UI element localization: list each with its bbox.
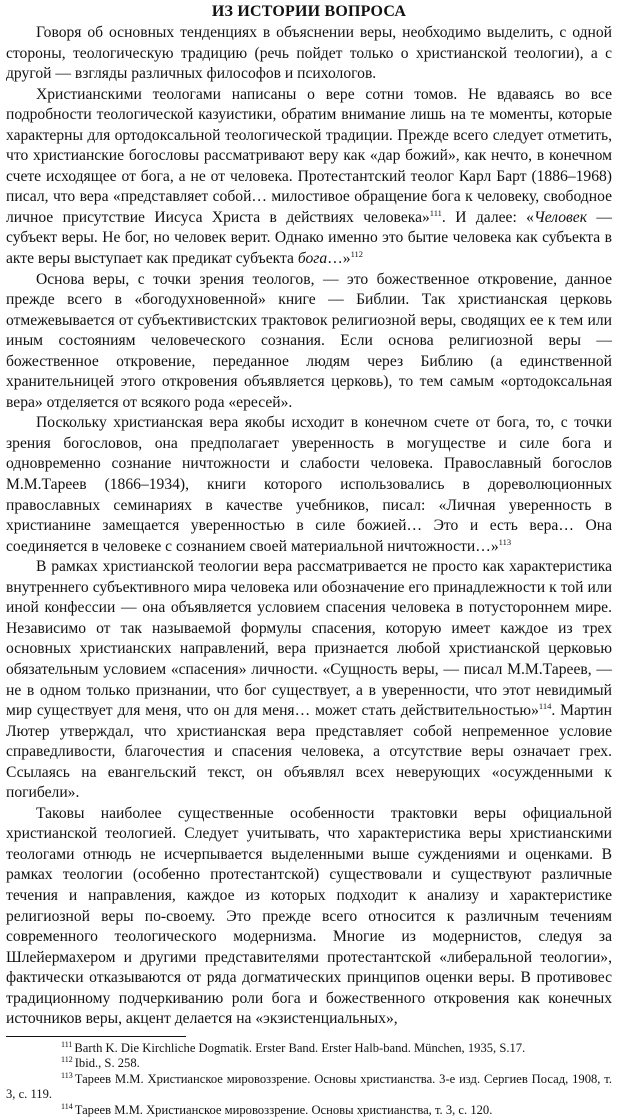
paragraph-5: [6, 557, 612, 804]
paragraph-1: Говоря об основных тенденциях в объяснении веры, необходимо выделить, с одной стороны, теологическую традицию (речь пойдет только о христианской теологии), а с другой — взгляды различных философов и психологов.: [6, 24, 612, 83]
footnote-number: 113: [61, 1070, 73, 1080]
paragraph-2-text-c: — субъект веры. Не бог, но человек верит. Однако именно это бытие человека как субъекта в акте веры выступает как предикат субъекта: [6, 208, 612, 268]
paragraph-6: Таковы наиболее существенные особенности трактовки веры официальной христианской теологией. Следует учитывать, что характеристика веры христианскими теологами отнюдь не исчерпывается выделенными выше суждениями и оценками. В рамках теологии (особенно протестантской) существовали и существуют различные течения и направления, каждое из которых подходит к анализу и характеристике религиозной веры по-своему. Это прежде всего относится к различным течениям современного теологического модернизма. Многие из модернистов, следуя за Шлейермахером и другими представителями протестантской «либеральной теологии», фактически отказываются от ряда догматических принципов оценки веры. В противовес традиционному подчеркиванию роли бога и божественного откровения как конечных источников веры, акцент делается на «экзистенциальных»,: [6, 804, 612, 1028]
footnote-text: Тареев М.М. Христианское мировоззрение. Основы христианства, т. 3, с. 120.: [74, 1102, 493, 1117]
paragraph-5-text-b: . Мартин Лютер утверждал, что христианская вера представляет собой непременное условие справедливости, благочестия и спасения человека, а отсутствие веры означает грех. Ссылаясь на евангельский текст, он объявлял всех неверующих «осужденными к погибели».: [6, 702, 612, 802]
footnote-text: Ibid., S. 258.: [74, 1056, 140, 1071]
footnote-111: [6, 1041, 612, 1057]
paragraph-5-text-a: В рамках христианской теологии вера рассматривается не просто как характеристика внутреннего субъективного мира человека или обозначение его принадлежности к той или иной конфессии — она объявляется условием спасения человека в потустороннем мире. Независимо от так называемой формулы спасения, которую имеет каждое из трех основных христианских направлений, вера признается любой христианской церковью обязательным условием «спасения» личности. «Сущность веры, — писал М.М.Тареев, — не в одном только признании, что бог существует, а в уверенности, что этот невидимый мир существует для меня, что он для меня… может стать действительностью»: [6, 558, 612, 720]
paragraph-3: Основа веры, с точки зрения теологов, — это божественное откровение, данное прежде всего в «богодухновенной» книге — Библии. Так христианская церковь отмежевывается от субъективистских трактовок религиозной веры, сводящих ее к тем или иным состояниям человеческого сознания. Если основа религиозной веры — божественное откровение, переданное людям через Библию (а единственной хранительницей этого откровения объявляется церковь), то тем самым «ортодоксальная вера» отделяется от всякого рода «ересей».: [6, 270, 612, 411]
paragraph-4: [6, 413, 612, 557]
footnote-ref-113[interactable]: 113: [498, 536, 512, 547]
paragraph-2: [6, 85, 612, 270]
footnote-ref-111[interactable]: 111: [429, 207, 442, 218]
paragraph-4-text: Поскольку христианская вера якобы исходит в конечном счете от бога, то, с точки зрения богословов, она предполагает уверенность в могуществе и силе бога и одновременно сознание ничтожности и слабости человека. Православный богослов М.М.Тареев (1866–1934), книги которого использовались в дореволюционных православных семинариях в качестве учебников, писал: «Личная уверенность в христианине замещается уверенностью в силе божией… Это и есть вера… Она соединяется в человеке с сознанием своей материальной ничтожности…»: [6, 414, 612, 555]
footnotes: [6, 1041, 612, 1118]
footnote-112: [6, 1056, 612, 1072]
footnote-number: 114: [61, 1101, 73, 1111]
section-title: ИЗ ИСТОРИИ ВОПРОСА: [211, 3, 407, 20]
footnote-ref-114[interactable]: 114: [538, 701, 552, 712]
footnote-114: [6, 1103, 612, 1118]
paragraph-2-text-d: …»: [327, 250, 351, 268]
emphasis-chelovek: Человек: [533, 208, 588, 226]
body-text: [6, 23, 612, 1030]
footnote-ref-112[interactable]: 112: [350, 249, 363, 260]
footnote-divider: [6, 1036, 186, 1037]
footnote-number: 111: [61, 1039, 73, 1049]
footnote-text: Barth K. Die Kirchliche Dogmatik. Erster Band. Erster Halb-band. München, 1935, S.17.: [74, 1040, 526, 1055]
emphasis-boga: бога: [297, 250, 328, 268]
footnote-113: [6, 1072, 612, 1103]
footnote-text: Тареев М.М. Христианское мировоззрение. Основы христианства. 3-е изд. Сергиев Посад, 1908, т. 3, с. 119.: [6, 1071, 612, 1102]
paragraph-2-text-b: . И далее: «: [441, 208, 534, 226]
footnote-number: 112: [61, 1055, 73, 1065]
paragraph-2-text-a: Христианскими теологами написаны о вере сотни томов. Не вдаваясь во все подробности теологической казуистики, обратим внимание лишь на те моменты, которые характерны для ортодоксальной теологической традиции. Прежде всего следует отметить, что христианские богословы рассматривают веру как «дар божий», как нечто, в конечном счете исходящее от бога, а не от человека. Протестантский теолог Карл Барт (1886–1968) писал, что вера «представляет собой… милостивое обращение бога к человеку, свободное личное присутствие Иисуса Христа в действиях человека»: [6, 85, 612, 226]
